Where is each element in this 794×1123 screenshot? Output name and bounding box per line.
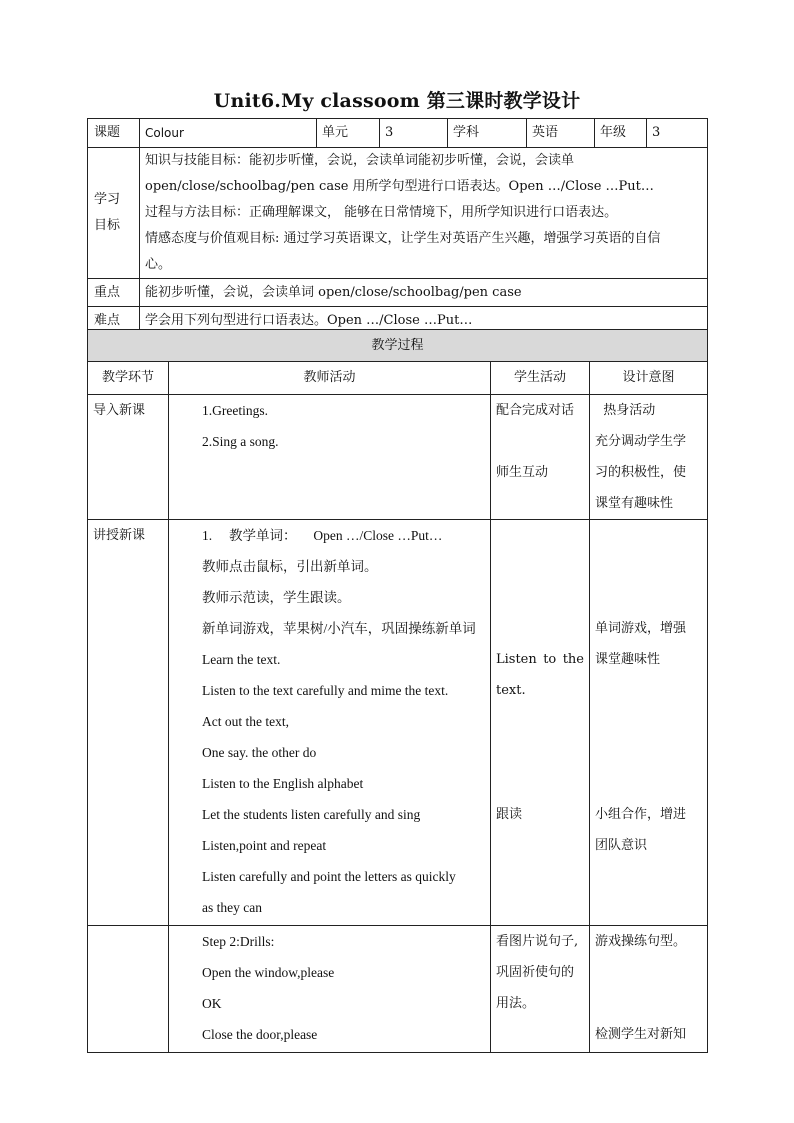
column-header: 设计意图 [590, 362, 708, 395]
student-line: 用法。 [496, 996, 536, 1011]
objective-line: open/close/schoolbag/pen case 用所学句型进行口语表达。Open …/Close …Put… [145, 179, 654, 194]
intent-cell [590, 520, 708, 926]
grade-label: 年级 [595, 119, 647, 148]
intent-line: 课堂趣味性 [595, 652, 661, 667]
teacher-line: 教师示范读，学生跟读。 [202, 590, 351, 605]
teacher-line: 新单词游戏，苹果树/小汽车，巩固操练新单词 [202, 621, 476, 636]
stage-row-drills [88, 926, 708, 1053]
student-cell [491, 926, 590, 1053]
info-row-objectives [88, 148, 708, 279]
objective-line: 知识与技能目标：能初步听懂，会说，会读单词能初步听懂，会说，会读单 [145, 153, 575, 168]
column-header: 教师活动 [169, 362, 491, 395]
unit-value: 3 [380, 119, 448, 148]
student-line: 师生互动 [496, 465, 549, 480]
intent-line: 单词游戏，增强 [595, 621, 687, 636]
student-cell [491, 395, 590, 520]
teacher-cell [169, 520, 491, 926]
teacher-line: Listen,point and repeat [202, 838, 327, 853]
difficulty-value: 学会用下列句型进行口语表达。Open …/Close …Put… [140, 307, 708, 335]
topic-label: 课题 [88, 119, 140, 148]
stage-label [93, 926, 163, 957]
intent-line: 游戏操练句型。 [595, 934, 687, 949]
teacher-cell [169, 926, 491, 1053]
info-table [87, 118, 708, 335]
key-label: 重点 [88, 279, 140, 307]
teacher-line: 1. 教学单词： Open …/Close …Put… [202, 528, 443, 543]
student-line: 巩固祈使句的 [496, 965, 575, 980]
teacher-line: OK [202, 996, 222, 1011]
teacher-line: Open the window,please [202, 965, 335, 980]
intent-cell [590, 395, 708, 520]
teacher-line: Act out the text, [202, 714, 289, 729]
subject-label: 学科 [448, 119, 527, 148]
grade-value: 3 [647, 119, 708, 148]
stage-label: 导入新课 [93, 403, 146, 418]
document-title: Unit6.My classoom 第三课时教学设计 [213, 90, 581, 112]
teacher-line: 1.Greetings. [202, 403, 268, 418]
stage-row-new-lesson [88, 520, 708, 926]
info-row-basic [88, 119, 708, 148]
teacher-cell [169, 395, 491, 520]
teacher-line: Let the students listen carefully and sing [202, 807, 421, 822]
teacher-line: Step 2:Drills: [202, 934, 275, 949]
student-line: Listen to the [496, 652, 584, 667]
teacher-line: Listen to the English alphabet [202, 776, 364, 791]
student-line: text. [496, 683, 526, 698]
objective-line: 情感态度与价值观目标: 通过学习英语课文，让学生对英语产生兴趣，增强学习英语的自信 [145, 231, 661, 246]
stage-cell [88, 395, 169, 520]
intent-line: 课堂有趣味性 [595, 496, 674, 511]
teacher-line: as they can [202, 900, 262, 915]
teacher-line: Learn the text. [202, 652, 281, 667]
student-cell [491, 520, 590, 926]
objective-line: 心。 [145, 257, 172, 272]
teacher-line: 教师点击鼠标，引出新单词。 [202, 559, 378, 574]
objectives-label: 学习目标 [88, 148, 140, 279]
process-table [87, 329, 708, 1053]
teacher-line: Listen carefully and point the letters as quickly [202, 869, 456, 884]
student-line: 跟读 [496, 807, 523, 822]
student-line [496, 426, 584, 457]
stage-label: 讲授新课 [93, 528, 146, 543]
intent-line: 热身活动 [595, 403, 656, 418]
student-line: 看图片说句子, [496, 934, 579, 949]
process-header: 教学过程 [88, 330, 708, 362]
teacher-line: Listen to the text carefully and mime the text. [202, 683, 449, 698]
intent-line: 习的积极性，使 [595, 465, 687, 480]
intent-line: 小组合作，增进 [595, 807, 687, 822]
stage-cell [88, 520, 169, 926]
teacher-line: Close the door,please [202, 1027, 318, 1042]
topic-value: Colour [140, 119, 317, 148]
stage-row-intro [88, 395, 708, 520]
student-line: 配合完成对话 [496, 403, 575, 418]
objectives-cell [140, 148, 708, 279]
intent-line: 检测学生对新知 [595, 1027, 687, 1042]
stage-cell [88, 926, 169, 1053]
info-row-key [88, 279, 708, 307]
teacher-line: 2.Sing a song. [202, 434, 279, 449]
column-header: 学生活动 [491, 362, 590, 395]
column-header: 教学环节 [88, 362, 169, 395]
intent-cell [590, 926, 708, 1053]
subject-value: 英语 [527, 119, 595, 148]
process-header-row [88, 330, 708, 362]
key-value: 能初步听懂，会说，会读单词 open/close/schoolbag/pen case [140, 279, 708, 307]
objective-line: 过程与方法目标：正确理解课文， 能够在日常情境下，用所学知识进行口语表达。 [145, 205, 618, 220]
intent-line: 充分调动学生学 [595, 434, 687, 449]
intent-line: 团队意识 [595, 838, 648, 853]
unit-label: 单元 [317, 119, 380, 148]
difficulty-label: 难点 [88, 307, 140, 335]
column-header-row [88, 362, 708, 395]
teacher-line: One say. the other do [202, 745, 317, 760]
